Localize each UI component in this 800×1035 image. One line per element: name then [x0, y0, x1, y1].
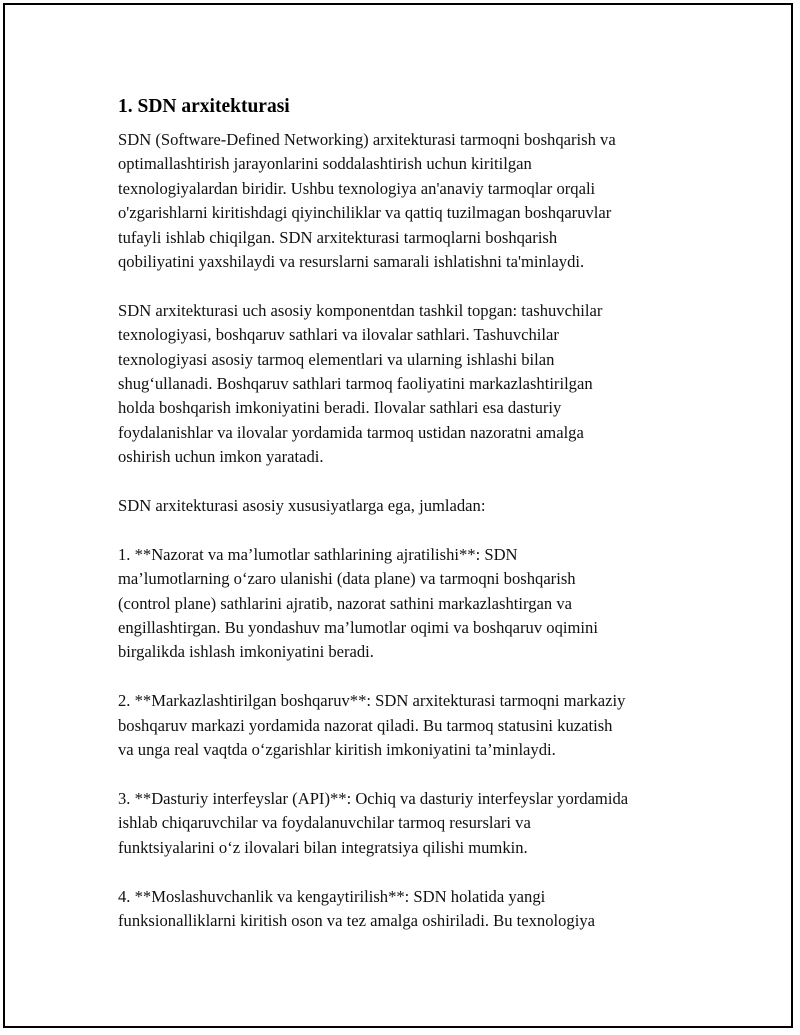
list-item-2 — [118, 689, 698, 762]
paragraph-components — [118, 299, 698, 470]
text-line: birgalikda ishlash imkoniyatini beradi. — [118, 642, 374, 662]
text-line: 3. **Dasturiy interfeyslar (API)**: Ochiq va dasturiy interfeyslar yordamida — [118, 788, 629, 808]
text-line: boshqaruv markazi yordamida nazorat qiladi. Bu tarmoq statusini kuzatish — [118, 715, 613, 735]
text-line: ishlab chiqaruvchilar va foydalanuvchilar tarmoq resurslari va — [118, 813, 531, 833]
text-line: texnologiyasi, boshqaruv sathlari va ilovalar sathlari. Tashuvchilar — [118, 325, 559, 345]
text-line: oshirish uchun imkon yaratadi. — [118, 447, 324, 467]
text-line: (control plane) sathlarini ajratib, nazorat sathini markazlashtirgan va — [118, 593, 573, 613]
list-item-1 — [118, 543, 698, 665]
section-heading: 1. SDN arxitekturasi — [118, 96, 290, 117]
text-line: 1. **Nazorat va ma’lumotlar sathlarining ajratilishi**: SDN — [118, 544, 518, 564]
text-line: shug‘ullanadi. Boshqaruv sathlari tarmoq faoliyatini markazlashtirilgan — [118, 374, 593, 394]
text-line: 2. **Markazlashtirilgan boshqaruv**: SDN arxitekturasi tarmoqni markaziy — [118, 691, 626, 711]
paragraph-features-intro — [118, 494, 698, 518]
text-line: funksionalliklarni kiritish oson va tez amalga oshiriladi. Bu texnologiya — [118, 910, 595, 930]
text-line: texnologiyasi asosiy tarmoq elementlari va ularning ishlashi bilan — [118, 349, 555, 369]
text-line: foydalanishlar va ilovalar yordamida tarmoq ustidan nazoratni amalga — [118, 422, 584, 442]
text-line: holda boshqarish imkoniyatini beradi. Ilovalar sathlari esa dasturiy — [118, 398, 562, 418]
text-line: funktsiyalarini o‘z ilovalari bilan integratsiya qilishi mumkin. — [118, 837, 528, 857]
text-line: SDN (Software-Defined Networking) arxitekturasi tarmoqni boshqarish va — [118, 130, 616, 149]
text-line: texnologiyalardan biridir. Ushbu texnologiya an'anaviy tarmoqlar orqali — [118, 178, 596, 198]
text-line: tufayli ishlab chiqilgan. SDN arxitekturasi tarmoqlarni boshqarish — [118, 227, 558, 247]
document-body — [118, 94, 698, 958]
list-item-3 — [118, 787, 698, 860]
text-line: o'zgarishlarni kiritishdagi qiyinchiliklar va qattiq tuzilmagan boshqaruvlar — [118, 203, 612, 223]
text-line: 4. **Moslashuvchanlik va kengaytirilish**: SDN holatida yangi — [118, 886, 546, 906]
text-line: SDN arxitekturasi asosiy xususiyatlarga ega, jumladan: — [118, 496, 486, 516]
text-line: SDN arxitekturasi uch asosiy komponentdan tashkil topgan: tashuvchilar — [118, 300, 603, 320]
text-line: ma’lumotlarning o‘zaro ulanishi (data plane) va tarmoqni boshqarish — [118, 569, 576, 589]
paragraph-intro — [118, 128, 698, 274]
list-item-4 — [118, 885, 698, 934]
text-line: optimallashtirish jarayonlarini soddalashtirish uchun kiritilgan — [118, 154, 532, 174]
text-line: va unga real vaqtda o‘zgarishlar kiritish imkoniyatini ta’minlaydi. — [118, 740, 556, 760]
text-line: engillashtirgan. Bu yondashuv ma’lumotlar oqimi va boshqaruv oqimini — [118, 618, 598, 638]
text-line: qobiliyatini yaxshilaydi va resurslarni samarali ishlatishni ta'minlaydi. — [118, 252, 585, 272]
